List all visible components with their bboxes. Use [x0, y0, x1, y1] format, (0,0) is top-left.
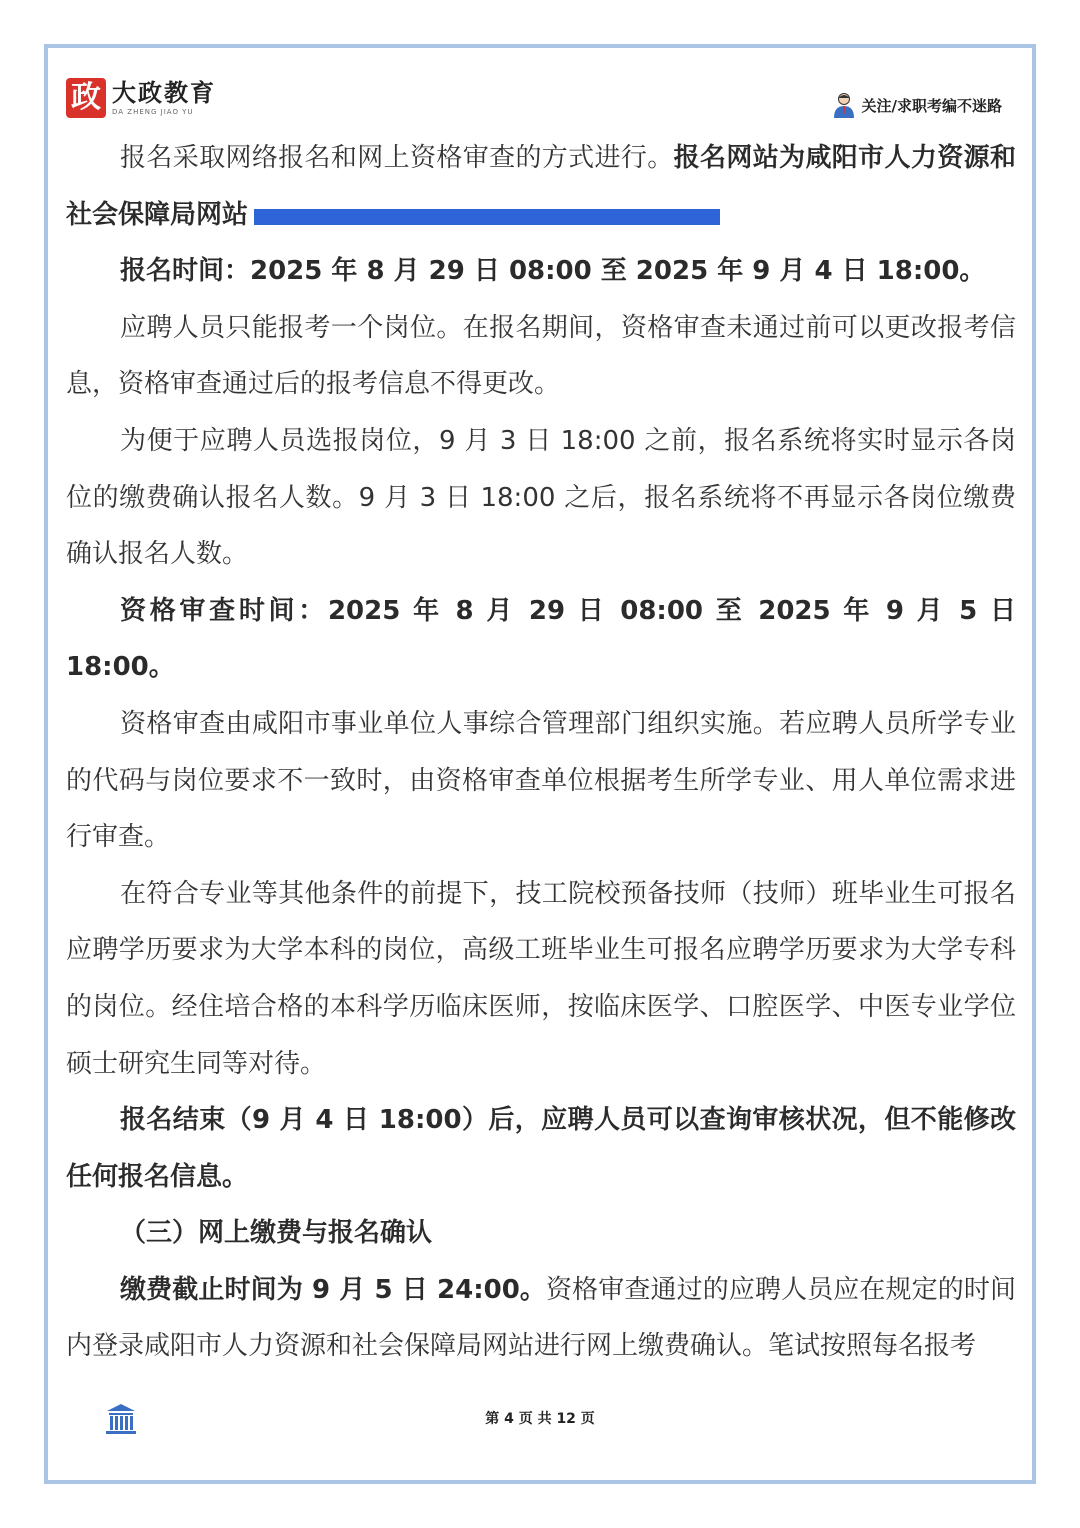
paragraph-review-organization: 资格审查由咸阳市事业单位人事综合管理部门组织实施。若应聘人员所学专业的代码与岗位要求不一致时，由资格审查单位根据考生所学专业、用人单位需求进行审查。 — [66, 708, 1016, 853]
paragraph-one-position: 应聘人员只能报考一个岗位。在报名期间，资格审查未通过前可以更改报考信息，资格审查通过后的报考信息不得更改。 — [66, 312, 1016, 400]
brand-logo — [66, 78, 216, 118]
text-bold: 报名网站为咸阳市人力资源和社会保障局网站 — [66, 143, 1016, 230]
paragraph-registration-time: 报名时间：2025 年 8 月 29 日 08:00 至 2025 年 9 月 4 日 18:00。 — [120, 256, 986, 287]
page-number: 第 4 页 共 12 页 — [485, 1411, 595, 1427]
paragraph-review-time: 资格审查时间：2025 年 8 月 29 日 08:00 至 2025 年 9 月 5 日 18:00。 — [66, 595, 1016, 683]
document-body — [66, 130, 1016, 1375]
section-heading-payment: （三）网上缴费与报名确认 — [120, 1218, 433, 1249]
paragraph-applicant-count: 为便于应聘人员选报岗位，9 月 3 日 18:00 之前，报名系统将实时显示各岗位的缴费确认报名人数。9 月 3 日 18:00 之后，报名系统将不再显示各岗位缴费确认报名人数。 — [66, 425, 1016, 570]
follow-text: 关注/求职考编不迷路 — [861, 97, 1002, 115]
text-bold: 缴费截止时间为 9 月 5 日 24:00。 — [120, 1274, 547, 1305]
paragraph-payment-deadline — [66, 1262, 1016, 1375]
text-normal: 资格审查通过的应聘人员应在规定的时间内登录咸阳市人力资源和社会保障局网站进行网上缴费确认。笔试按照每名报考 — [66, 1274, 1016, 1362]
paragraph-registration-end: 报名结束（9 月 4 日 18:00）后，应聘人员可以查询审核状况，但不能修改任何报名信息。 — [66, 1105, 1016, 1192]
logo-pinyin: DA ZHENG JIAO YU — [112, 108, 194, 116]
user-icon — [832, 92, 856, 118]
paragraph-technical-school: 在符合专业等其他条件的前提下，技工院校预备技师（技师）班毕业生可报名应聘学历要求为大学本科的岗位，高级工班毕业生可报名应聘学历要求为大学专科的岗位。经住培合格的本科学历临床医师，按临床医学、口腔医学、中医专业学位硕士研究生同等对待。 — [66, 878, 1016, 1079]
text-normal: 报名采取网络报名和网上资格审查的方式进行。 — [120, 143, 674, 173]
logo-mark: 政 — [66, 78, 106, 118]
follow-banner — [832, 92, 1002, 118]
logo-title: 大政教育 — [112, 78, 216, 107]
paragraph-registration-method — [66, 130, 1016, 243]
redacted-url — [254, 209, 720, 225]
